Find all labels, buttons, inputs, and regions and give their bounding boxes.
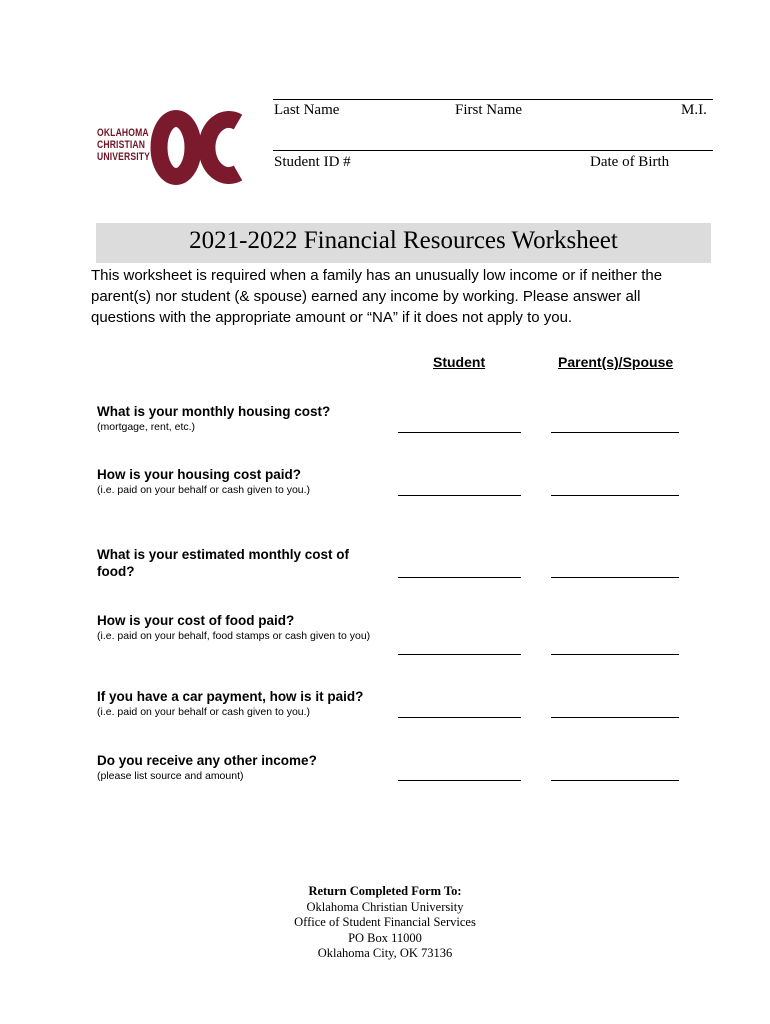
parent-answer-line[interactable] xyxy=(551,432,679,433)
question-housing-cost xyxy=(97,403,387,434)
return-heading: Return Completed Form To: xyxy=(308,884,462,898)
question-text: What is your estimated monthly cost of food? xyxy=(97,547,350,579)
wordmark-line-3: UNIVERSITY xyxy=(97,151,151,163)
parent-answer-line[interactable] xyxy=(551,780,679,781)
id-line xyxy=(273,150,713,151)
wordmark-line-1: OKLAHOMA xyxy=(97,127,149,139)
parent-answer-line[interactable] xyxy=(551,495,679,496)
question-food-paid xyxy=(97,612,382,643)
last-name-label: Last Name xyxy=(274,102,340,118)
question-hint: (please list source and amount) xyxy=(97,770,244,782)
wordmark-line-2: CHRISTIAN xyxy=(97,139,146,151)
address-line: Oklahoma Christian University xyxy=(306,899,464,914)
date-of-birth-label: Date of Birth xyxy=(590,154,670,170)
intro-paragraph: This worksheet is required when a family has an unusually low income or if neither the parent(s) nor student (& spouse) earned any income by working. Please answer all questions with the appropriate amount or “NA” if it does not apply to you. xyxy=(91,267,663,326)
parent-answer-line[interactable] xyxy=(551,717,679,718)
question-text: What is your monthly housing cost? xyxy=(97,404,331,419)
student-answer-line[interactable] xyxy=(398,495,521,496)
student-column-header: Student xyxy=(433,354,486,370)
student-answer-line[interactable] xyxy=(398,432,521,433)
question-text: Do you receive any other income? xyxy=(97,753,317,768)
question-hint: (i.e. paid on your behalf, food stamps or cash given to you) xyxy=(97,630,371,642)
student-id-label: Student ID # xyxy=(274,154,351,170)
oc-logo-mark xyxy=(150,108,245,188)
question-text: If you have a car payment, how is it paid? xyxy=(97,689,364,704)
question-hint: (mortgage, rent, etc.) xyxy=(97,421,196,433)
university-wordmark xyxy=(97,127,151,163)
name-line xyxy=(273,99,713,100)
return-address xyxy=(235,884,535,962)
mi-label: M.I. xyxy=(681,102,707,118)
student-answer-line[interactable] xyxy=(398,577,521,578)
question-hint: (i.e. paid on your behalf or cash given to you.) xyxy=(97,484,311,496)
parent-answer-line[interactable] xyxy=(551,577,679,578)
question-hint: (i.e. paid on your behalf or cash given to you.) xyxy=(97,706,311,718)
student-answer-line[interactable] xyxy=(398,780,521,781)
address-line: PO Box 11000 xyxy=(348,930,422,945)
address-line: Oklahoma City, OK 73136 xyxy=(317,946,453,960)
question-car-payment xyxy=(97,688,387,719)
page-title: 2021-2022 Financial Resources Worksheet xyxy=(189,227,618,254)
question-food-cost xyxy=(97,546,367,580)
student-answer-line[interactable] xyxy=(398,717,521,718)
address-line: Office of Student Financial Services xyxy=(294,915,476,929)
question-text: How is your housing cost paid? xyxy=(97,467,302,482)
first-name-label: First Name xyxy=(455,102,523,118)
question-other-income xyxy=(97,752,387,783)
question-housing-paid xyxy=(97,466,387,497)
question-text: How is your cost of food paid? xyxy=(97,613,295,628)
student-answer-line[interactable] xyxy=(398,654,521,655)
parent-answer-line[interactable] xyxy=(551,654,679,655)
parent-spouse-column-header: Parent(s)/Spouse xyxy=(558,354,674,370)
